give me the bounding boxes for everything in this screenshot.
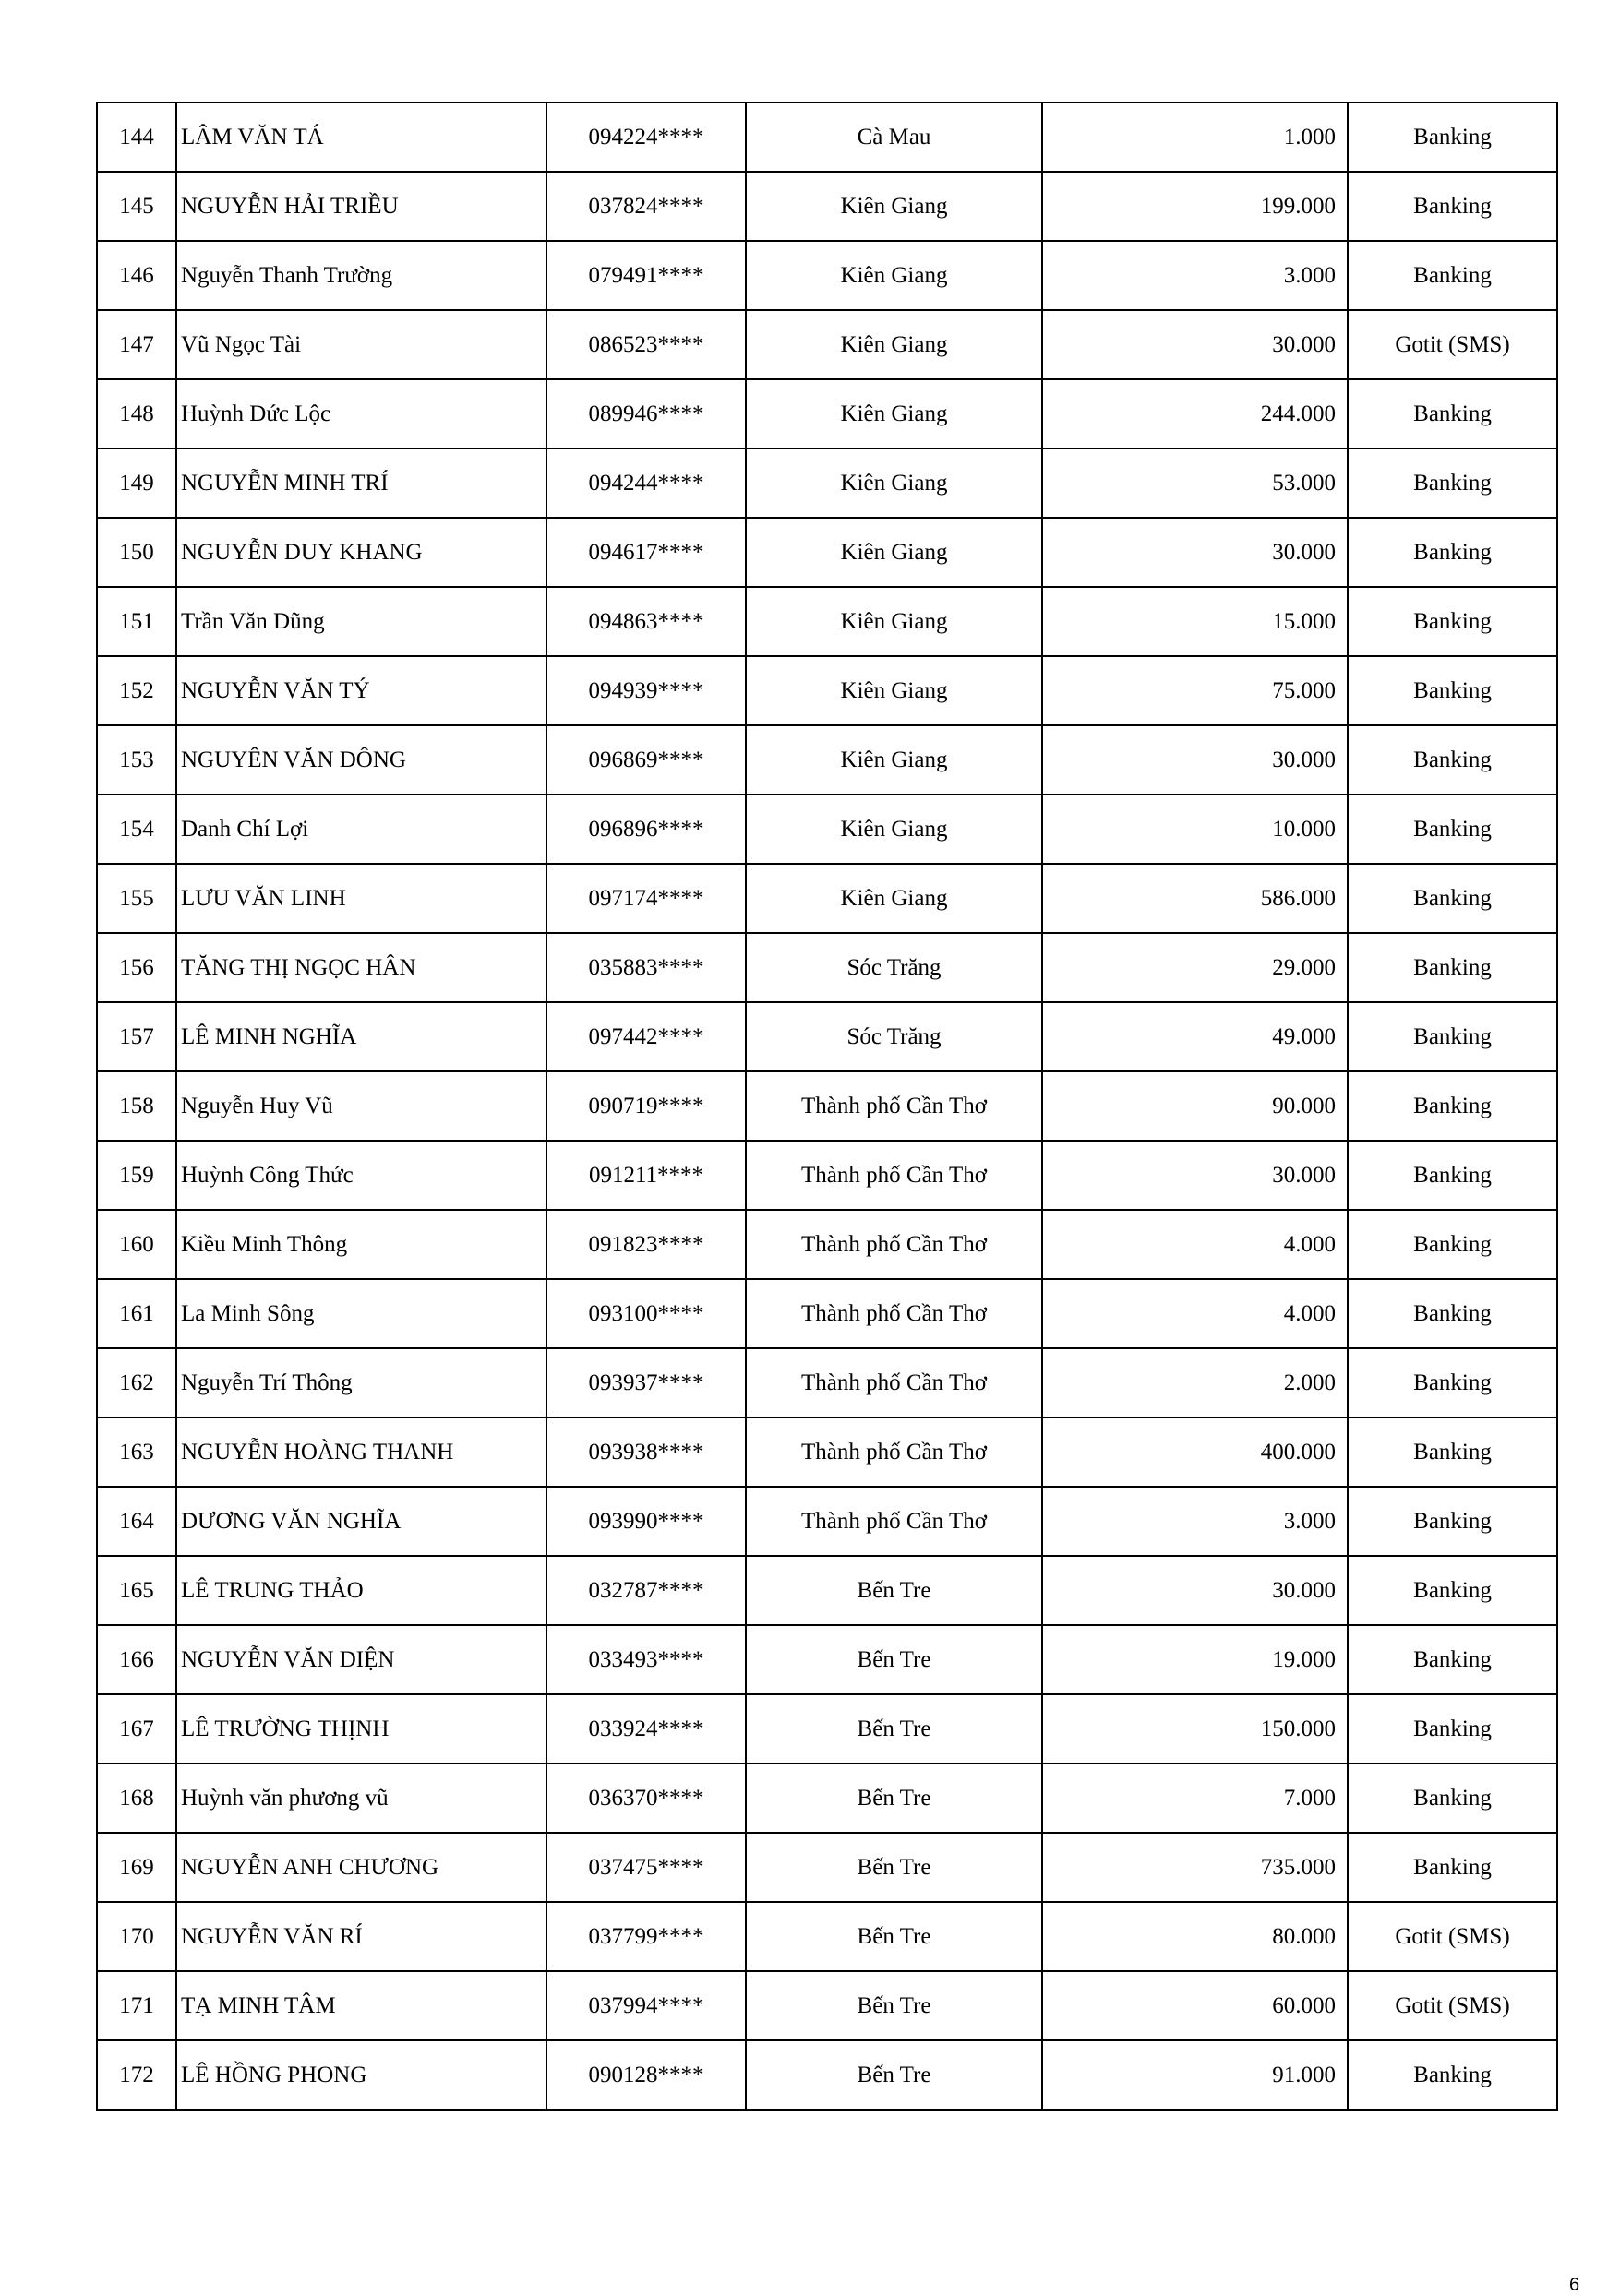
name-cell: NGUYỄN HẢI TRIỀU bbox=[176, 172, 546, 241]
phone-cell: 096869**** bbox=[546, 725, 746, 795]
winners-table-body bbox=[97, 102, 1557, 2110]
row-number-cell: 145 bbox=[97, 172, 176, 241]
amount-cell: 30.000 bbox=[1042, 1556, 1348, 1625]
province-cell: Bến Tre bbox=[746, 1625, 1042, 1694]
row-number-cell: 171 bbox=[97, 1971, 176, 2040]
amount-cell: 7.000 bbox=[1042, 1764, 1348, 1833]
province-cell: Thành phố Cần Thơ bbox=[746, 1487, 1042, 1556]
province-cell: Cà Mau bbox=[746, 102, 1042, 172]
amount-cell: 53.000 bbox=[1042, 448, 1348, 518]
province-cell: Kiên Giang bbox=[746, 241, 1042, 310]
phone-cell: 094617**** bbox=[546, 518, 746, 587]
province-cell: Thành phố Cần Thơ bbox=[746, 1348, 1042, 1417]
amount-cell: 3.000 bbox=[1042, 1487, 1348, 1556]
name-cell: LÂM VĂN TÁ bbox=[176, 102, 546, 172]
name-cell: Vũ Ngọc Tài bbox=[176, 310, 546, 379]
phone-cell: 097442**** bbox=[546, 1002, 746, 1071]
payment-method-cell: Banking bbox=[1348, 1487, 1557, 1556]
row-number-cell: 155 bbox=[97, 864, 176, 933]
row-number-cell: 160 bbox=[97, 1210, 176, 1279]
province-cell: Kiên Giang bbox=[746, 795, 1042, 864]
amount-cell: 80.000 bbox=[1042, 1902, 1348, 1971]
province-cell: Bến Tre bbox=[746, 1764, 1042, 1833]
payment-method-cell: Banking bbox=[1348, 1694, 1557, 1764]
phone-cell: 090128**** bbox=[546, 2040, 746, 2110]
province-cell: Kiên Giang bbox=[746, 448, 1042, 518]
table-row bbox=[97, 379, 1557, 448]
payment-method-cell: Gotit (SMS) bbox=[1348, 310, 1557, 379]
province-cell: Kiên Giang bbox=[746, 725, 1042, 795]
name-cell: Nguyễn Thanh Trường bbox=[176, 241, 546, 310]
row-number-cell: 153 bbox=[97, 725, 176, 795]
row-number-cell: 157 bbox=[97, 1002, 176, 1071]
table-row bbox=[97, 2040, 1557, 2110]
amount-cell: 3.000 bbox=[1042, 241, 1348, 310]
phone-cell: 091823**** bbox=[546, 1210, 746, 1279]
province-cell: Bến Tre bbox=[746, 2040, 1042, 2110]
row-number-cell: 165 bbox=[97, 1556, 176, 1625]
amount-cell: 4.000 bbox=[1042, 1210, 1348, 1279]
table-row bbox=[97, 1210, 1557, 1279]
amount-cell: 150.000 bbox=[1042, 1694, 1348, 1764]
province-cell: Bến Tre bbox=[746, 1694, 1042, 1764]
row-number-cell: 163 bbox=[97, 1417, 176, 1487]
name-cell: Trần Văn Dũng bbox=[176, 587, 546, 656]
amount-cell: 29.000 bbox=[1042, 933, 1348, 1002]
amount-cell: 91.000 bbox=[1042, 2040, 1348, 2110]
table-row bbox=[97, 1694, 1557, 1764]
amount-cell: 90.000 bbox=[1042, 1071, 1348, 1141]
amount-cell: 4.000 bbox=[1042, 1279, 1348, 1348]
name-cell: TĂNG THỊ NGỌC HÂN bbox=[176, 933, 546, 1002]
province-cell: Bến Tre bbox=[746, 1833, 1042, 1902]
table-row bbox=[97, 1902, 1557, 1971]
table-row bbox=[97, 1279, 1557, 1348]
name-cell: Nguyễn Huy Vũ bbox=[176, 1071, 546, 1141]
amount-cell: 586.000 bbox=[1042, 864, 1348, 933]
row-number-cell: 167 bbox=[97, 1694, 176, 1764]
table-row bbox=[97, 241, 1557, 310]
province-cell: Kiên Giang bbox=[746, 864, 1042, 933]
amount-cell: 10.000 bbox=[1042, 795, 1348, 864]
amount-cell: 735.000 bbox=[1042, 1833, 1348, 1902]
province-cell: Kiên Giang bbox=[746, 518, 1042, 587]
name-cell: Kiều Minh Thông bbox=[176, 1210, 546, 1279]
phone-cell: 037799**** bbox=[546, 1902, 746, 1971]
table-row bbox=[97, 1556, 1557, 1625]
table-row bbox=[97, 518, 1557, 587]
row-number-cell: 161 bbox=[97, 1279, 176, 1348]
name-cell: NGUYÊN VĂN ĐÔNG bbox=[176, 725, 546, 795]
payment-method-cell: Banking bbox=[1348, 102, 1557, 172]
amount-cell: 400.000 bbox=[1042, 1417, 1348, 1487]
table-row bbox=[97, 725, 1557, 795]
payment-method-cell: Banking bbox=[1348, 1348, 1557, 1417]
province-cell: Kiên Giang bbox=[746, 379, 1042, 448]
amount-cell: 244.000 bbox=[1042, 379, 1348, 448]
phone-cell: 037475**** bbox=[546, 1833, 746, 1902]
phone-cell: 093100**** bbox=[546, 1279, 746, 1348]
row-number-cell: 156 bbox=[97, 933, 176, 1002]
amount-cell: 30.000 bbox=[1042, 310, 1348, 379]
row-number-cell: 150 bbox=[97, 518, 176, 587]
payment-method-cell: Banking bbox=[1348, 1417, 1557, 1487]
table-row bbox=[97, 1971, 1557, 2040]
phone-cell: 093938**** bbox=[546, 1417, 746, 1487]
payment-method-cell: Banking bbox=[1348, 1625, 1557, 1694]
phone-cell: 086523**** bbox=[546, 310, 746, 379]
row-number-cell: 164 bbox=[97, 1487, 176, 1556]
row-number-cell: 148 bbox=[97, 379, 176, 448]
amount-cell: 30.000 bbox=[1042, 725, 1348, 795]
name-cell: LÊ MINH NGHĨA bbox=[176, 1002, 546, 1071]
table-row bbox=[97, 1141, 1557, 1210]
province-cell: Kiên Giang bbox=[746, 310, 1042, 379]
province-cell: Kiên Giang bbox=[746, 172, 1042, 241]
row-number-cell: 152 bbox=[97, 656, 176, 725]
row-number-cell: 151 bbox=[97, 587, 176, 656]
province-cell: Kiên Giang bbox=[746, 587, 1042, 656]
payment-method-cell: Banking bbox=[1348, 795, 1557, 864]
table-row bbox=[97, 448, 1557, 518]
payment-method-cell: Banking bbox=[1348, 1833, 1557, 1902]
payment-method-cell: Banking bbox=[1348, 448, 1557, 518]
name-cell: Huỳnh văn phương vũ bbox=[176, 1764, 546, 1833]
amount-cell: 30.000 bbox=[1042, 1141, 1348, 1210]
province-cell: Thành phố Cần Thơ bbox=[746, 1210, 1042, 1279]
name-cell: Danh Chí Lợi bbox=[176, 795, 546, 864]
table-row bbox=[97, 795, 1557, 864]
name-cell: LƯU VĂN LINH bbox=[176, 864, 546, 933]
amount-cell: 19.000 bbox=[1042, 1625, 1348, 1694]
name-cell: Huỳnh Công Thức bbox=[176, 1141, 546, 1210]
name-cell: La Minh Sông bbox=[176, 1279, 546, 1348]
payment-method-cell: Banking bbox=[1348, 1279, 1557, 1348]
name-cell: NGUYỄN VĂN TÝ bbox=[176, 656, 546, 725]
payment-method-cell: Banking bbox=[1348, 587, 1557, 656]
row-number-cell: 162 bbox=[97, 1348, 176, 1417]
row-number-cell: 172 bbox=[97, 2040, 176, 2110]
table-row bbox=[97, 1002, 1557, 1071]
row-number-cell: 147 bbox=[97, 310, 176, 379]
table-row bbox=[97, 310, 1557, 379]
table-row bbox=[97, 933, 1557, 1002]
name-cell: NGUYỄN VĂN RÍ bbox=[176, 1902, 546, 1971]
amount-cell: 75.000 bbox=[1042, 656, 1348, 725]
amount-cell: 2.000 bbox=[1042, 1348, 1348, 1417]
province-cell: Thành phố Cần Thơ bbox=[746, 1279, 1042, 1348]
phone-cell: 089946**** bbox=[546, 379, 746, 448]
row-number-cell: 144 bbox=[97, 102, 176, 172]
name-cell: NGUYỄN HOÀNG THANH bbox=[176, 1417, 546, 1487]
phone-cell: 097174**** bbox=[546, 864, 746, 933]
table-row bbox=[97, 1348, 1557, 1417]
province-cell: Bến Tre bbox=[746, 1556, 1042, 1625]
phone-cell: 094863**** bbox=[546, 587, 746, 656]
province-cell: Bến Tre bbox=[746, 1971, 1042, 2040]
payment-method-cell: Banking bbox=[1348, 1764, 1557, 1833]
phone-cell: 035883**** bbox=[546, 933, 746, 1002]
phone-cell: 032787**** bbox=[546, 1556, 746, 1625]
amount-cell: 1.000 bbox=[1042, 102, 1348, 172]
phone-cell: 033493**** bbox=[546, 1625, 746, 1694]
row-number-cell: 168 bbox=[97, 1764, 176, 1833]
row-number-cell: 166 bbox=[97, 1625, 176, 1694]
table-row bbox=[97, 1487, 1557, 1556]
phone-cell: 093937**** bbox=[546, 1348, 746, 1417]
payment-method-cell: Banking bbox=[1348, 864, 1557, 933]
phone-cell: 079491**** bbox=[546, 241, 746, 310]
row-number-cell: 154 bbox=[97, 795, 176, 864]
row-number-cell: 149 bbox=[97, 448, 176, 518]
payment-method-cell: Banking bbox=[1348, 1556, 1557, 1625]
amount-cell: 30.000 bbox=[1042, 518, 1348, 587]
phone-cell: 093990**** bbox=[546, 1487, 746, 1556]
winners-table bbox=[96, 102, 1558, 2111]
name-cell: NGUYỄN MINH TRÍ bbox=[176, 448, 546, 518]
province-cell: Sóc Trăng bbox=[746, 933, 1042, 1002]
phone-cell: 096896**** bbox=[546, 795, 746, 864]
payment-method-cell: Banking bbox=[1348, 1141, 1557, 1210]
table-row bbox=[97, 864, 1557, 933]
phone-cell: 037994**** bbox=[546, 1971, 746, 2040]
phone-cell: 094244**** bbox=[546, 448, 746, 518]
province-cell: Bến Tre bbox=[746, 1902, 1042, 1971]
payment-method-cell: Banking bbox=[1348, 1002, 1557, 1071]
phone-cell: 036370**** bbox=[546, 1764, 746, 1833]
table-row bbox=[97, 172, 1557, 241]
payment-method-cell: Banking bbox=[1348, 379, 1557, 448]
payment-method-cell: Banking bbox=[1348, 1210, 1557, 1279]
province-cell: Sóc Trăng bbox=[746, 1002, 1042, 1071]
name-cell: TẠ MINH TÂM bbox=[176, 1971, 546, 2040]
table-row bbox=[97, 102, 1557, 172]
payment-method-cell: Banking bbox=[1348, 933, 1557, 1002]
name-cell: Nguyễn Trí Thông bbox=[176, 1348, 546, 1417]
table-row bbox=[97, 1071, 1557, 1141]
payment-method-cell: Banking bbox=[1348, 1071, 1557, 1141]
payment-method-cell: Banking bbox=[1348, 656, 1557, 725]
name-cell: LÊ TRƯỜNG THỊNH bbox=[176, 1694, 546, 1764]
table-row bbox=[97, 1625, 1557, 1694]
name-cell: DƯƠNG VĂN NGHĨA bbox=[176, 1487, 546, 1556]
page-number: 6 bbox=[1569, 2275, 1580, 2295]
province-cell: Kiên Giang bbox=[746, 656, 1042, 725]
name-cell: NGUYỄN ANH CHƯƠNG bbox=[176, 1833, 546, 1902]
phone-cell: 094939**** bbox=[546, 656, 746, 725]
name-cell: Huỳnh Đức Lộc bbox=[176, 379, 546, 448]
name-cell: NGUYỄN DUY KHANG bbox=[176, 518, 546, 587]
phone-cell: 091211**** bbox=[546, 1141, 746, 1210]
province-cell: Thành phố Cần Thơ bbox=[746, 1071, 1042, 1141]
payment-method-cell: Banking bbox=[1348, 725, 1557, 795]
row-number-cell: 170 bbox=[97, 1902, 176, 1971]
table-row bbox=[97, 656, 1557, 725]
amount-cell: 60.000 bbox=[1042, 1971, 1348, 2040]
province-cell: Thành phố Cần Thơ bbox=[746, 1417, 1042, 1487]
payment-method-cell: Banking bbox=[1348, 172, 1557, 241]
table-row bbox=[97, 1764, 1557, 1833]
payment-method-cell: Banking bbox=[1348, 518, 1557, 587]
phone-cell: 094224**** bbox=[546, 102, 746, 172]
payment-method-cell: Gotit (SMS) bbox=[1348, 1971, 1557, 2040]
province-cell: Thành phố Cần Thơ bbox=[746, 1141, 1042, 1210]
table-row bbox=[97, 1417, 1557, 1487]
phone-cell: 037824**** bbox=[546, 172, 746, 241]
payment-method-cell: Gotit (SMS) bbox=[1348, 1902, 1557, 1971]
row-number-cell: 159 bbox=[97, 1141, 176, 1210]
table-row bbox=[97, 1833, 1557, 1902]
amount-cell: 49.000 bbox=[1042, 1002, 1348, 1071]
table-row bbox=[97, 587, 1557, 656]
payment-method-cell: Banking bbox=[1348, 2040, 1557, 2110]
row-number-cell: 158 bbox=[97, 1071, 176, 1141]
phone-cell: 033924**** bbox=[546, 1694, 746, 1764]
name-cell: NGUYỄN VĂN DIỆN bbox=[176, 1625, 546, 1694]
amount-cell: 199.000 bbox=[1042, 172, 1348, 241]
row-number-cell: 146 bbox=[97, 241, 176, 310]
name-cell: LÊ TRUNG THẢO bbox=[176, 1556, 546, 1625]
name-cell: LÊ HỒNG PHONG bbox=[176, 2040, 546, 2110]
amount-cell: 15.000 bbox=[1042, 587, 1348, 656]
payment-method-cell: Banking bbox=[1348, 241, 1557, 310]
phone-cell: 090719**** bbox=[546, 1071, 746, 1141]
row-number-cell: 169 bbox=[97, 1833, 176, 1902]
